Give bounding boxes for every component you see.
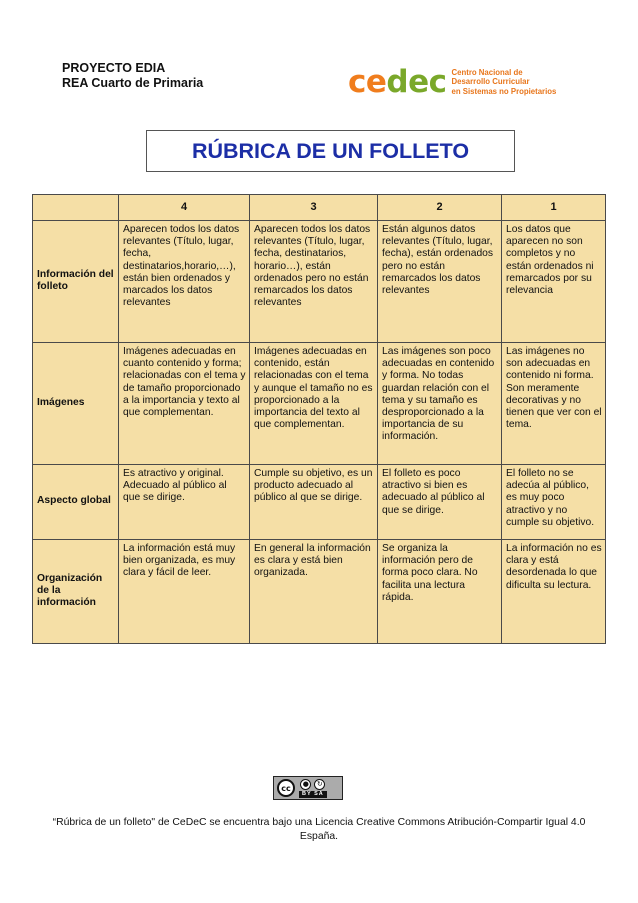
cc-badge-right (299, 779, 327, 798)
cc-icon: cc (277, 779, 295, 797)
header-cell-score-1: 1 (502, 195, 606, 221)
share-alike-icon: ↻ (314, 779, 325, 790)
table-cell: La información está muy bien organizada, es muy clara y fácil de leer. (119, 540, 250, 644)
cedec-logo-word: cedec (348, 64, 447, 100)
table-cell: Imágenes adecuadas en contenido, están relacionadas con el tema y aunque el tamaño no es proporcionado a la importancia del texto al que complementan. (250, 343, 378, 465)
header-cell-score-3: 3 (250, 195, 378, 221)
rubric-table (32, 194, 606, 644)
cedec-logo (348, 62, 556, 102)
table-cell: El folleto es poco atractivo si bien es adecuado al público al que se dirige. (378, 465, 502, 540)
page-title: RÚBRICA DE UN FOLLETO (191, 138, 470, 163)
cc-icons (300, 779, 325, 790)
table-cell: Los datos que aparecen no son completos y no están ordenados ni remarcados por su relevancia (502, 221, 606, 343)
cedec-logo-subtitle: Centro Nacional de Desarrollo Curricular en Sistemas no Propietarios (451, 67, 557, 96)
project-header (62, 61, 203, 91)
table-cell: Cumple su objetivo, es un producto adecuado al público al que se dirige. (250, 465, 378, 540)
row-label: Aspecto global (33, 465, 119, 540)
table-cell: Aparecen todos los datos relevantes (Título, lugar, fecha, destinatarios, horario…), están ordenados pero no están remarcados los datos relevantes (250, 221, 378, 343)
cc-license-badge[interactable] (273, 776, 343, 800)
table-row (33, 465, 606, 540)
row-label: Organización de la información (33, 540, 119, 644)
table-cell: Están algunos datos relevantes (Título, lugar, fecha), están ordenados pero no están remarcados los datos relevantes (378, 221, 502, 343)
table-cell: Las imágenes son poco adecuadas en contenido y forma. No todas guardan relación con el tema y su tamaño es desproporcionado a la importancia de su información. (378, 343, 502, 465)
course-name: REA Cuarto de Primaria (62, 76, 204, 90)
table-cell: Aparecen todos los datos relevantes (Título, lugar, fecha, destinatarios,horario,…), están bien ordenados y marcados los datos relevantes (119, 221, 250, 343)
license-footer: “Rúbrica de un folleto" de CeDeC se encuentra bajo una Licencia Creative Commons Atribución-Compartir Igual 4.0 España. (52, 817, 586, 842)
table-row (33, 221, 606, 343)
project-name: PROYECTO EDIA (62, 61, 166, 75)
row-label: Información del folleto (33, 221, 119, 343)
table-header-row (33, 195, 606, 221)
table-row (33, 540, 606, 644)
title-box (146, 130, 515, 172)
table-row (33, 343, 606, 465)
cc-tags: BY SA (299, 791, 327, 798)
header-cell-empty (33, 195, 119, 221)
header-cell-score-4: 4 (119, 195, 250, 221)
table-cell: Las imágenes no son adecuadas en contenido ni forma. Son meramente decorativas y no tienen que ver con el tema. (502, 343, 606, 465)
table-cell: Se organiza la información pero de forma poco clara. No facilita una lectura rápida. (378, 540, 502, 644)
table-cell: La información no es clara y está desordenada lo que dificulta su lectura. (502, 540, 606, 644)
table-cell: Es atractivo y original. Adecuado al público al que se dirige. (119, 465, 250, 540)
header-cell-score-2: 2 (378, 195, 502, 221)
table-cell: El folleto no se adecúa al público, es muy poco atractivo y no cumple su objetivo. (502, 465, 606, 540)
table-cell: Imágenes adecuadas en cuanto contenido y forma; relacionadas con el tema y de tamaño proporcionado a la importancia y texto al que complementan. (119, 343, 250, 465)
attribution-icon: ● (300, 779, 311, 790)
row-label: Imágenes (33, 343, 119, 465)
table-cell: En general la información es clara y está bien organizada. (250, 540, 378, 644)
